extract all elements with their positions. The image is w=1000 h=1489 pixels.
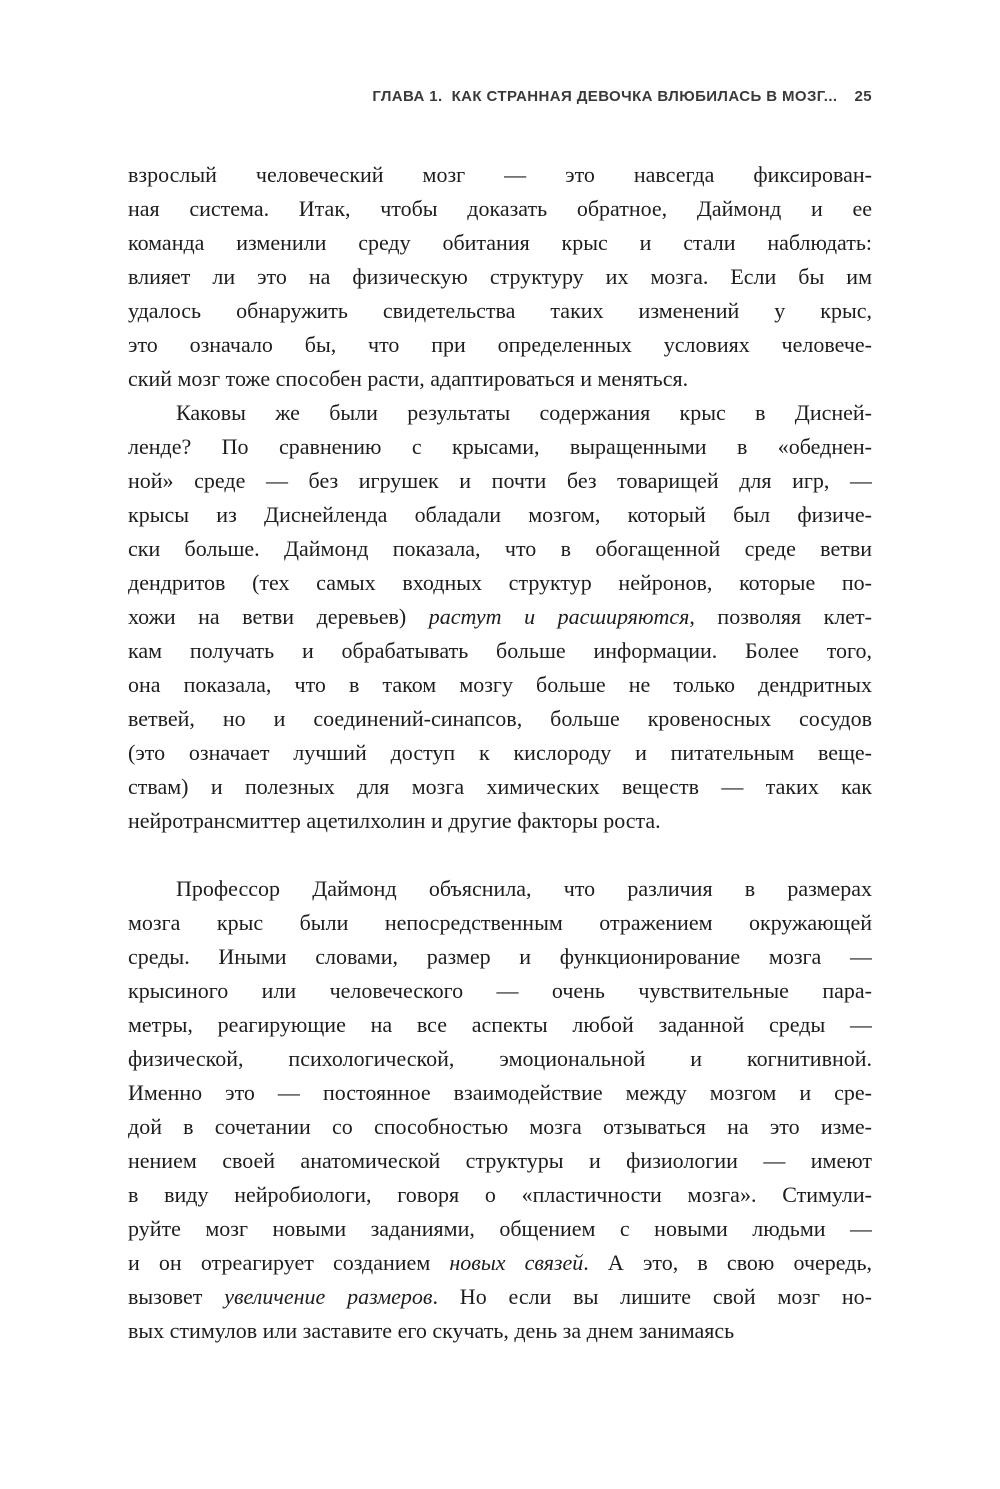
text-line	[128, 294, 872, 328]
text-run: дендритов (тех самых входных структур нейронов, которые по-	[128, 570, 872, 595]
chapter-title: КАК СТРАННАЯ ДЕВОЧКА ВЛЮБИЛАСЬ В МОЗГ...	[451, 88, 838, 105]
text-line	[128, 804, 872, 838]
text-run: ский мозг тоже способен расти, адаптироваться и меняться.	[128, 366, 689, 391]
text-run: физической, психологической, эмоциональной и когнитивной.	[128, 1046, 872, 1071]
text-line	[128, 498, 872, 532]
text-run: ски больше. Даймонд показала, что в обогащенной среде ветви	[128, 536, 872, 561]
text-run: хожи на ветви деревьев)	[128, 604, 429, 629]
text-line	[128, 872, 872, 906]
text-run: (это означает лучший доступ к кислороду и питательным веще-	[128, 740, 872, 765]
text-run: среды. Иными словами, размер и функционирование мозга —	[128, 944, 872, 969]
italic-text-run: увеличение размеров	[224, 1284, 433, 1309]
text-line	[128, 260, 872, 294]
text-line	[128, 328, 872, 362]
text-run: метры, реагирующие на все аспекты любой заданной среды —	[128, 1012, 872, 1037]
paragraph	[128, 158, 872, 396]
text-line	[128, 1076, 872, 1110]
text-run: , позволяя клет-	[689, 604, 872, 629]
text-run: она показала, что в таком мозгу больше не только дендритных	[128, 672, 872, 697]
text-line	[128, 1246, 872, 1280]
text-run: взрослый человеческий мозг — это навсегда фиксирован-	[128, 162, 872, 187]
text-run: команда изменили среду обитания крыс и стали наблюдать:	[128, 230, 872, 255]
text-run: в виду нейробиологи, говоря о «пластичности мозга». Стимули-	[128, 1182, 872, 1207]
text-run: ленде? По сравнению с крысами, выращенными в «обеднен-	[128, 434, 872, 459]
text-run: вызовет	[128, 1284, 225, 1309]
text-run: крысы из Диснейленда обладали мозгом, который был физиче-	[128, 502, 872, 527]
text-run: ной» среде — без игрушек и почти без товарищей для игр, —	[128, 468, 872, 493]
text-run: ная система. Итак, чтобы доказать обратное, Даймонд и ее	[128, 196, 872, 221]
text-line	[128, 1178, 872, 1212]
text-run: нейротрансмиттер ацетилхолин и другие факторы роста.	[128, 808, 661, 833]
text-line	[128, 634, 872, 668]
text-line	[128, 1110, 872, 1144]
text-run: Профессор Даймонд объяснила, что различия в размерах	[176, 876, 872, 901]
text-run: мозга крыс были непосредственным отражением окружающей	[128, 910, 872, 935]
text-line	[128, 158, 872, 192]
text-run: вых стимулов или заставите его скучать, день за днем занимаясь	[128, 1318, 735, 1343]
text-run: Именно это — постоянное взаимодействие между мозгом и сре-	[128, 1080, 872, 1105]
text-line	[128, 226, 872, 260]
text-run: ветвей, но и соединений-синапсов, больше кровеносных сосудов	[128, 706, 872, 731]
text-line	[128, 362, 872, 396]
text-line	[128, 770, 872, 804]
text-run: влияет ли это на физическую структуру их мозга. Если бы им	[128, 264, 872, 289]
text-line	[128, 1144, 872, 1178]
text-run: . А это, в свою очередь,	[583, 1250, 872, 1275]
text-run: Каковы же были результаты содержания крыс в Дисней-	[176, 400, 872, 425]
page-body	[128, 158, 872, 1348]
text-run: ствам) и полезных для мозга химических веществ — таких как	[128, 774, 872, 799]
text-run: кам получать и обрабатывать больше информации. Более того,	[128, 638, 872, 663]
text-line	[128, 430, 872, 464]
text-run: крысиного или человеческого — очень чувствительные пара-	[128, 978, 872, 1003]
chapter-label: ГЛАВА 1.	[372, 88, 443, 105]
text-line	[128, 532, 872, 566]
text-line	[128, 1314, 872, 1348]
text-line	[128, 668, 872, 702]
text-line	[128, 736, 872, 770]
text-line	[128, 396, 872, 430]
text-run: нением своей анатомической структуры и физиологии — имеют	[128, 1148, 872, 1173]
text-run: удалось обнаружить свидетельства таких изменений у крыс,	[128, 298, 872, 323]
italic-text-run: растут и расширяются	[428, 604, 690, 629]
text-line	[128, 1280, 872, 1314]
text-run: . Но если вы лишите свой мозг но-	[432, 1284, 872, 1309]
text-line	[128, 702, 872, 736]
italic-text-run: новых связей	[449, 1250, 584, 1275]
text-run: это означало бы, что при определенных условиях человече-	[128, 332, 872, 357]
text-line	[128, 1008, 872, 1042]
text-run: и он отреагирует созданием	[128, 1250, 450, 1275]
text-run: руйте мозг новыми заданиями, общением с новыми людьми —	[128, 1216, 872, 1241]
text-run: дой в сочетании со способностью мозга отзываться на это изме-	[128, 1114, 872, 1139]
text-line	[128, 192, 872, 226]
text-line	[128, 1212, 872, 1246]
running-header	[128, 88, 872, 105]
text-line	[128, 1042, 872, 1076]
text-line	[128, 940, 872, 974]
page-number: 25	[854, 88, 872, 105]
text-line	[128, 906, 872, 940]
paragraph	[128, 396, 872, 838]
text-line	[128, 464, 872, 498]
text-line	[128, 974, 872, 1008]
text-line	[128, 600, 872, 634]
text-line	[128, 566, 872, 600]
paragraph	[128, 872, 872, 1348]
